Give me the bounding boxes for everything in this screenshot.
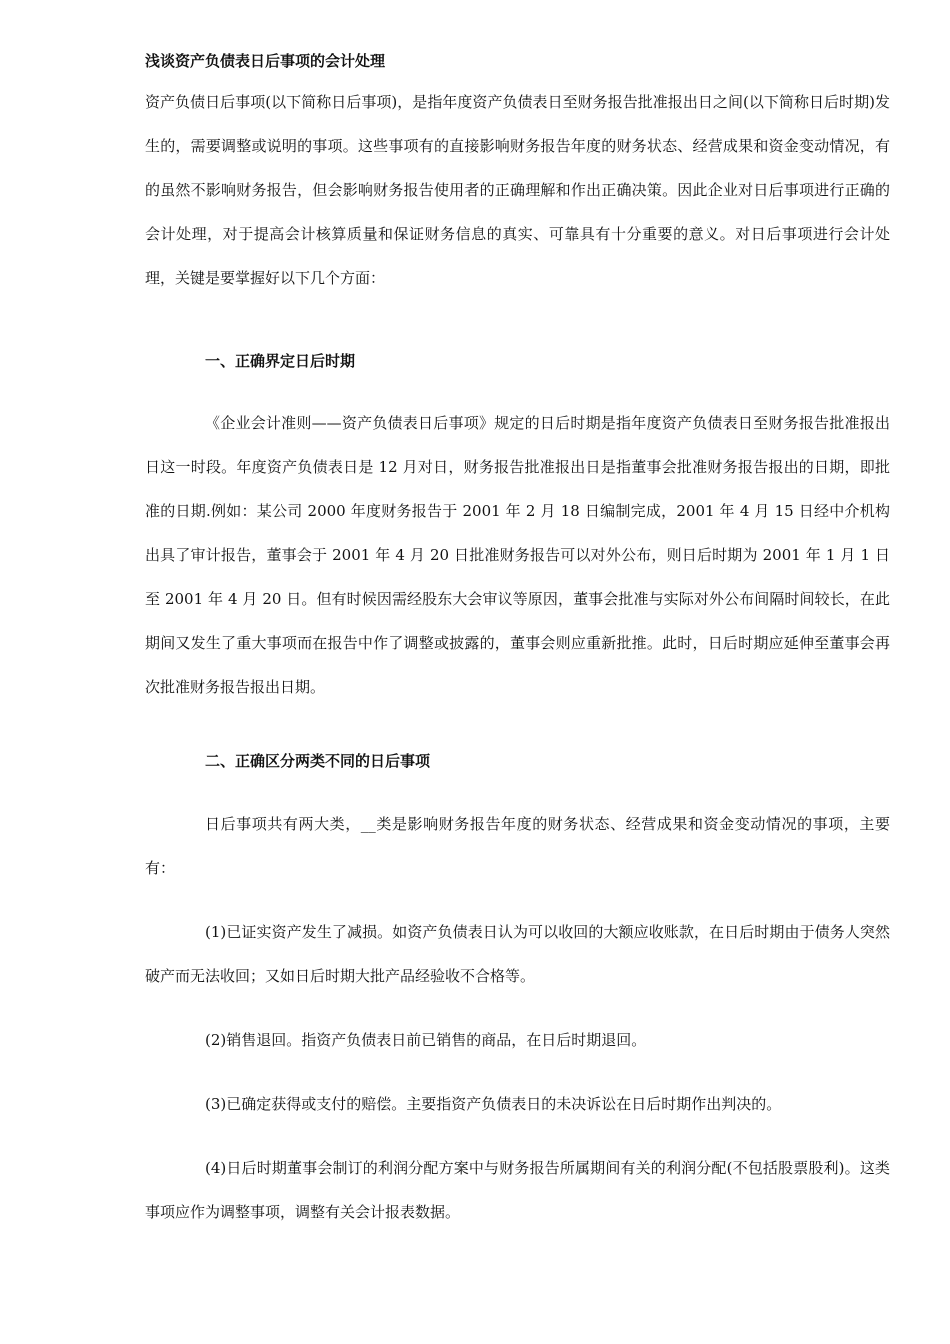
section-1-heading: 一、正确界定日后时期 bbox=[205, 352, 356, 370]
section-1-paragraph: 《企业会计准则——资产负债表日后事项》规定的日后时期是指年度资产负债表日至财务报告批准报出日这一时段。年度资产负债表日是 12 月对日，财务报告批准报出日是指董事会批准财务报告报出的日期，即批准的日期.例如：某公司 2000 年度财务报告于 2001 年 2 月 18 日编制完成，2001 年 4 月 15 日经中介机构出具了审计报告，董事会于 2001 年 4 月 20 日批准财务报告可以对外公布，则日后时期为 2001 年 1 月 1 日至 2001 年 4 月 20 日。但有时候因需经股东大会审议等原因，董事会批准与实际对外公布间隔时间较长，在此期间又发生了重大事项而在报告中作了调整或披露的，董事会则应重新批推。此时，日后时期应延伸至董事会再次批准财务报告报出日期。 bbox=[145, 414, 890, 696]
list-item-3: (3)已确定获得或支付的赔偿。主要指资产负债表日的未决诉讼在日后时期作出判决的。 bbox=[205, 1095, 782, 1113]
document-title: 浅谈资产负债表日后事项的会计处理 bbox=[145, 52, 386, 70]
intro-paragraph: 资产负债日后事项(以下简称日后事项)，是指年度资产负债表日至财务报告批准报出日之间(以下简称日后时期)发生的，需要调整或说明的事项。这些事项有的直接影响财务报告年度的财务状态、经营成果和资金变动情况，有的虽然不影响财务报告，但会影响财务报告使用者的正确理解和作出正确决策。因此企业对日后事项进行正确的会计处理，对于提高会计核算质量和保证财务信息的真实、可靠具有十分重要的意义。对日后事项进行会计处理，关键是要掌握好以下几个方面： bbox=[145, 93, 890, 287]
section-2-intro-paragraph: 日后事项共有两大类，__类是影响财务报告年度的财务状态、经营成果和资金变动情况的事项，主要有： bbox=[145, 815, 890, 877]
list-item-4: (4)日后时期董事会制订的利润分配方案中与财务报告所属期间有关的利润分配(不包括股票股利)。这类事项应作为调整事项，调整有关会计报表数据。 bbox=[145, 1159, 890, 1221]
list-item-1: (1)已证实资产发生了减损。如资产负债表日认为可以收回的大额应收账款，在日后时期由于债务人突然破产而无法收回；又如日后时期大批产品经验收不合格等。 bbox=[145, 923, 890, 985]
list-item-2: (2)销售退回。指资产负债表日前已销售的商品，在日后时期退回。 bbox=[205, 1031, 647, 1049]
section-2-heading: 二、正确区分两类不同的日后事项 bbox=[205, 752, 431, 770]
